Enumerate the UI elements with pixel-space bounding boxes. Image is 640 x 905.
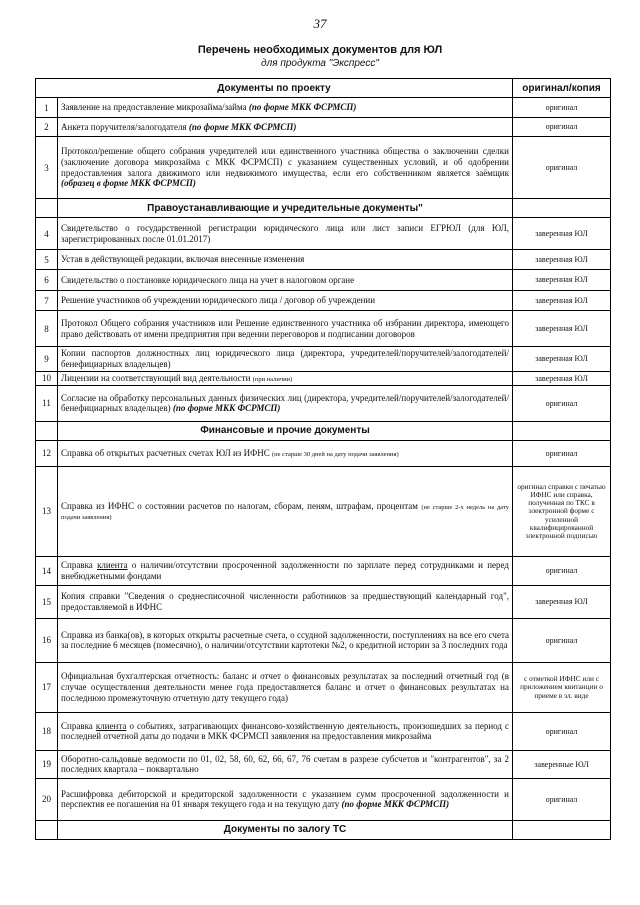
row-text: Решение участников об учреждении юридического лица / договор об учреждении xyxy=(61,295,376,306)
documents-table xyxy=(35,78,611,840)
row-number: 1 xyxy=(36,98,58,118)
row-text-pre: Справка xyxy=(61,560,98,570)
row-original-copy: оригинал xyxy=(513,98,611,118)
row-original-copy: оригинал xyxy=(513,712,611,750)
section-row xyxy=(36,820,611,839)
row-text: Лицензии на соответствующий вид деятельности xyxy=(61,373,253,383)
row-number: 2 xyxy=(36,118,58,137)
row-note: (не старше 2-х недель на дату подачи заявления) xyxy=(61,503,510,522)
row-description xyxy=(58,662,513,712)
row-text-underlined: клиента xyxy=(97,560,128,570)
row-number: 15 xyxy=(36,585,58,618)
row-original-copy: заверенная ЮЛ xyxy=(513,372,611,386)
row-number: 6 xyxy=(36,270,58,291)
row-description xyxy=(58,270,513,291)
row-number: 3 xyxy=(36,137,58,199)
row-text: Протокол Общего собрания участников или Решение единственного участника об избрании директора, имеющего право действовать от имени предприятия при ведении переговоров и подписании договоров xyxy=(61,317,509,339)
row-note: (по форме МКК ФСРМСП) xyxy=(172,403,281,414)
page-number: 37 xyxy=(313,16,327,31)
section-row xyxy=(36,199,611,218)
row-note: (по форме МКК ФСРМСП) xyxy=(341,799,450,810)
row-original-copy: заверенные ЮЛ xyxy=(513,750,611,778)
row-description xyxy=(58,618,513,662)
row-text: Свидетельство о государственной регистрации юридического лица или лист записи ЕГРЮЛ (для ЮЛ, зарегистрированных после 01.01.2017) xyxy=(61,222,509,244)
row-number: 4 xyxy=(36,218,58,250)
row-original-copy: заверенная ЮЛ xyxy=(513,218,611,250)
row-number: 19 xyxy=(36,750,58,778)
row-text: о наличии/отсутствии просроченной задолженности по зарплате перед сотрудниками и перед внебюджетными фондами xyxy=(61,560,510,581)
row-text: Согласие на обработку персональных данных физических лиц (директора, учредителей/поручителей/залогодателей/бенефициарных владельцев) xyxy=(61,392,509,414)
row-number: 16 xyxy=(36,618,58,662)
column-header-documents: Документы по проекту xyxy=(36,79,513,98)
table-row xyxy=(36,372,611,386)
row-number: 13 xyxy=(36,466,58,556)
row-note: (по форме МКК ФСРМСП) xyxy=(248,102,357,113)
row-note: (по форме МКК ФСРМСП) xyxy=(188,121,297,132)
table-row xyxy=(36,347,611,372)
row-original-copy: оригинал xyxy=(513,556,611,585)
table-row xyxy=(36,556,611,585)
row-description xyxy=(58,291,513,311)
row-description xyxy=(58,585,513,618)
row-original-copy: оригинал xyxy=(513,778,611,820)
table-row xyxy=(36,662,611,712)
row-text-pre: Справка xyxy=(61,720,96,731)
table-row xyxy=(36,98,611,118)
row-text: Анкета поручителя/залогодателя xyxy=(61,121,189,132)
row-text: о событиях, затрагивающих финансово-хозяйственную деятельность, произошедших за период с последней отчетной даты до подачи в МКК ФСРМСП заявления на предоставления микрозайма xyxy=(61,720,510,742)
row-description xyxy=(58,778,513,820)
row-description xyxy=(58,250,513,270)
row-number: 8 xyxy=(36,311,58,347)
table-row xyxy=(36,618,611,662)
row-number: 5 xyxy=(36,250,58,270)
row-original-copy: оригинал xyxy=(513,618,611,662)
table-row xyxy=(36,585,611,618)
row-original-copy: оригинал справки с печатью ИФНС или справка, полученная по ТКС в электронной форме с усиленной квалифицированной электронной подписью xyxy=(513,466,611,556)
row-text: Устав в действующей редакции, включая внесенные изменения xyxy=(61,254,305,265)
row-text: Расшифровка дебиторской и кредиторской задолженности с указанием сумм просроченной задолженности и перспектив ее погашения на 01 января текущего года и на текущую дату xyxy=(61,788,509,810)
row-description xyxy=(58,347,513,372)
row-number: 17 xyxy=(36,662,58,712)
row-number: 14 xyxy=(36,556,58,585)
row-description xyxy=(58,218,513,250)
row-original-copy: оригинал xyxy=(513,440,611,466)
row-number: 11 xyxy=(36,385,58,421)
row-text: Свидетельство о постановке юридического лица на учет в налоговом органе xyxy=(61,274,355,285)
row-number: 12 xyxy=(36,440,58,466)
row-description xyxy=(58,311,513,347)
table-row xyxy=(36,270,611,291)
row-note: (при наличии) xyxy=(252,376,293,383)
row-original-copy: заверенная ЮЛ xyxy=(513,311,611,347)
row-description xyxy=(58,372,513,386)
row-text: Официальная бухгалтерская отчетность: баланс и отчет о финансовых результатах за последний отчетный год (в случае осуществления деятельности менее года предоставляется баланс и отчет о финансовых результатах на последнюю промежуточную отчетную дату текущего года) xyxy=(61,671,509,703)
table-row xyxy=(36,466,611,556)
row-original-copy: оригинал xyxy=(513,137,611,199)
row-text-underlined: клиента xyxy=(95,720,127,731)
row-original-copy: оригинал xyxy=(513,118,611,137)
row-text: Справка из банка(ов), в которых открыты расчетные счета, о ссудной задолженности, поступлениях на все его счета за последние 6 месяцев (помесячно), о наличии/отсутствии картотеки №2, о кредитной истории за 3 последних года xyxy=(61,629,509,651)
row-description xyxy=(58,98,513,118)
document-subtitle: для продукта "Экспресс" xyxy=(261,58,379,69)
row-original-copy: заверенная ЮЛ xyxy=(513,291,611,311)
row-original-copy: заверенная ЮЛ xyxy=(513,250,611,270)
row-description xyxy=(58,750,513,778)
row-number: 20 xyxy=(36,778,58,820)
row-number: 7 xyxy=(36,291,58,311)
row-description xyxy=(58,712,513,750)
column-header-original-copy: оригинал/копия xyxy=(513,79,611,98)
table-row xyxy=(36,778,611,820)
row-original-copy: заверенная ЮЛ xyxy=(513,347,611,372)
row-original-copy: заверенная ЮЛ xyxy=(513,585,611,618)
table-row xyxy=(36,712,611,750)
row-note: (образец в форме МКК ФСРМСП) xyxy=(61,178,196,189)
row-number: 18 xyxy=(36,712,58,750)
row-text: Протокол/решение общего собрания учредителей или единственного участника общества о заключении сделки (заключение договора микрозайма с МКК ФСРМСП) с указанием существенных условий, и об одобрении предоставления залога движимого или недвижимого имущества, если его собственником является заёмщик xyxy=(61,145,509,178)
row-description xyxy=(58,385,513,421)
table-row xyxy=(36,250,611,270)
row-original-copy: заверенная ЮЛ xyxy=(513,270,611,291)
row-note: (не старше 30 дней на дату подачи заявления) xyxy=(271,450,399,458)
row-description xyxy=(58,137,513,199)
table-row xyxy=(36,291,611,311)
row-number: 10 xyxy=(36,372,58,386)
table-row xyxy=(36,137,611,199)
section-header-finance: Финансовые и прочие документы xyxy=(58,421,513,440)
document-title: Перечень необходимых документов для ЮЛ xyxy=(197,44,443,56)
row-text: Копия справки "Сведения о среднесписочной численности работников за предшествующий календарный год", предоставляемой в ИФНС xyxy=(61,591,509,612)
section-header-collateral: Документы по залогу ТС xyxy=(58,820,513,839)
row-number: 9 xyxy=(36,347,58,372)
table-row xyxy=(36,385,611,421)
table-row xyxy=(36,218,611,250)
row-original-copy: оригинал xyxy=(513,385,611,421)
row-text: Заявление на предоставление микрозайма/займа xyxy=(61,102,249,113)
row-description xyxy=(58,466,513,556)
table-header-row xyxy=(36,79,611,98)
row-text: Оборотно-сальдовые ведомости по 01, 02, 58, 60, 62, 66, 67, 76 счетам в разрезе субсчетов и "контрагентов", за 2 последних квартала – поквартально xyxy=(61,753,509,775)
row-description xyxy=(58,440,513,466)
table-row xyxy=(36,750,611,778)
row-text: Справка об открытых расчетных счетах ЮЛ из ИФНС xyxy=(61,447,272,458)
section-header-legal: Правоустанавливающие и учредительные документы" xyxy=(58,199,513,218)
table-row xyxy=(36,118,611,137)
row-original-copy: с отметкой ИФНС или с приложением квитанции о приеме в эл. виде xyxy=(513,662,611,712)
row-text: Справка из ИФНС о состоянии расчетов по налогам, сборам, пеням, штрафам, процентам xyxy=(61,500,422,511)
table-row xyxy=(36,311,611,347)
row-description xyxy=(58,556,513,585)
section-row xyxy=(36,421,611,440)
row-text: Копии паспортов должностных лиц юридического лица (директора, учредителей/поручителей/залогодателей/бенефициарных владельцев) xyxy=(61,348,509,369)
table-row xyxy=(36,440,611,466)
row-description xyxy=(58,118,513,137)
